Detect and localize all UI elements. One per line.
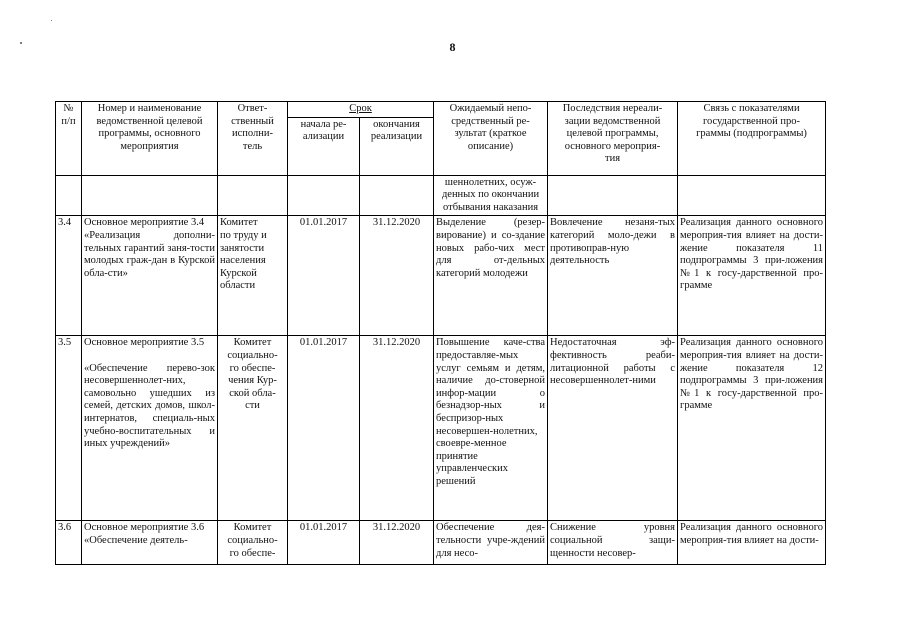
col-name-header: Номер и наименование ведомственной целевой программы, основного мероприятия xyxy=(82,102,218,176)
row-end: 31.12.2020 xyxy=(360,216,434,336)
row-name: Основное мероприятие 3.5 «Обеспечение перево-зок несовершеннолет-них, самовольно ушедших из семей, детских домов, школ-интернатов, специаль-ных учебно-воспитательных и иных учреждений» xyxy=(82,336,218,521)
row-start: 01.01.2017 xyxy=(288,216,360,336)
col-consequences-header: Последствия нереали- зации ведомственной целевой программы, основного мероприя- тия xyxy=(548,102,678,176)
cont-result-cell: шеннолетних, осуж- денных по окончании отбывания наказания xyxy=(434,175,548,216)
row-num: 3.4 xyxy=(56,216,82,336)
table-row xyxy=(56,521,826,565)
col-result-header: Ожидаемый непо- средственный ре- зультат (краткое описание) xyxy=(434,102,548,176)
row-link: Реализация данного основного мероприя-тия влияет на дости-жение показателя 11 подпрограммы 3 при-ложения №1 к госу-дарственной про-грамме xyxy=(678,216,826,336)
row-start: 01.01.2017 xyxy=(288,336,360,521)
row-resp: Комитет социально- го обеспе- чения Кур- ской обла- сти xyxy=(218,336,288,521)
row-start: 01.01.2017 xyxy=(288,521,360,565)
header-row xyxy=(56,102,826,118)
col-srok-header xyxy=(288,102,434,118)
col-link-header: Связь с показателями государственной про- граммы (подпрограммы) xyxy=(678,102,826,176)
row-consequences: Вовлечение незаня-тых категорий моло-дежи в противоправ-ную деятельность xyxy=(548,216,678,336)
table-row xyxy=(56,336,826,521)
cont-cell xyxy=(218,175,288,216)
program-table xyxy=(55,101,826,565)
row-link: Реализация данного основного мероприя-тия влияет на дости-жение показателя 12 подпрограммы 3 при-ложения №1 к госу-дарственной про-грамме xyxy=(678,336,826,521)
row-name: Основное мероприятие 3.4 «Реализация дополни-тельных гарантий заня-тости молодых граж-дан в Курской обла-сти» xyxy=(82,216,218,336)
scan-speck xyxy=(20,42,22,44)
cont-cell xyxy=(56,175,82,216)
col-end-header: окончания реализации xyxy=(360,117,434,175)
cont-cell xyxy=(360,175,434,216)
row-end: 31.12.2020 xyxy=(360,336,434,521)
col-resp-header: Ответ- ственный исполни- тель xyxy=(218,102,288,176)
col-start-header: начала ре- ализации xyxy=(288,117,360,175)
col-num-header: № п/п xyxy=(56,102,82,176)
row-result: Обеспечение дея-тельности учре-ждений для несо- xyxy=(434,521,548,565)
cont-cell xyxy=(548,175,678,216)
row-end: 31.12.2020 xyxy=(360,521,434,565)
row-num: 3.6 xyxy=(56,521,82,565)
cont-cell xyxy=(288,175,360,216)
row-consequences: Снижение уровня социальной защи-щенности несовер- xyxy=(548,521,678,565)
row-name: Основное мероприятие 3.6 «Обеспечение деятель- xyxy=(82,521,218,565)
row-resp: Комитет социально- го обеспе- xyxy=(218,521,288,565)
cont-cell xyxy=(82,175,218,216)
row-link: Реализация данного основного мероприя-тия влияет на дости- xyxy=(678,521,826,565)
row-result: Выделение (резер-вирование) и со-здание новых рабо-чих мест для от-дельных категорий молодежи xyxy=(434,216,548,336)
cont-cell xyxy=(678,175,826,216)
row-result: Повышение каче-ства предоставляе-мых услуг семьям и детям, наличие до-стоверной инфор-мации о безнадзор-ных и беспризор-ных несовершен-нолетних, своевре-менное принятие управленческих решений xyxy=(434,336,548,521)
srok-label: Срок xyxy=(349,103,372,114)
row-resp: Комитет по труду и занятости населения Курской области xyxy=(218,216,288,336)
table-row xyxy=(56,216,826,336)
page-number: 8 xyxy=(449,40,456,54)
continuation-row xyxy=(56,175,826,216)
row-num: 3.5 xyxy=(56,336,82,521)
scan-speck xyxy=(51,20,52,21)
row-consequences: Недостаточная эф-фективность реаби-литационной работы с несовершеннолет-ними xyxy=(548,336,678,521)
